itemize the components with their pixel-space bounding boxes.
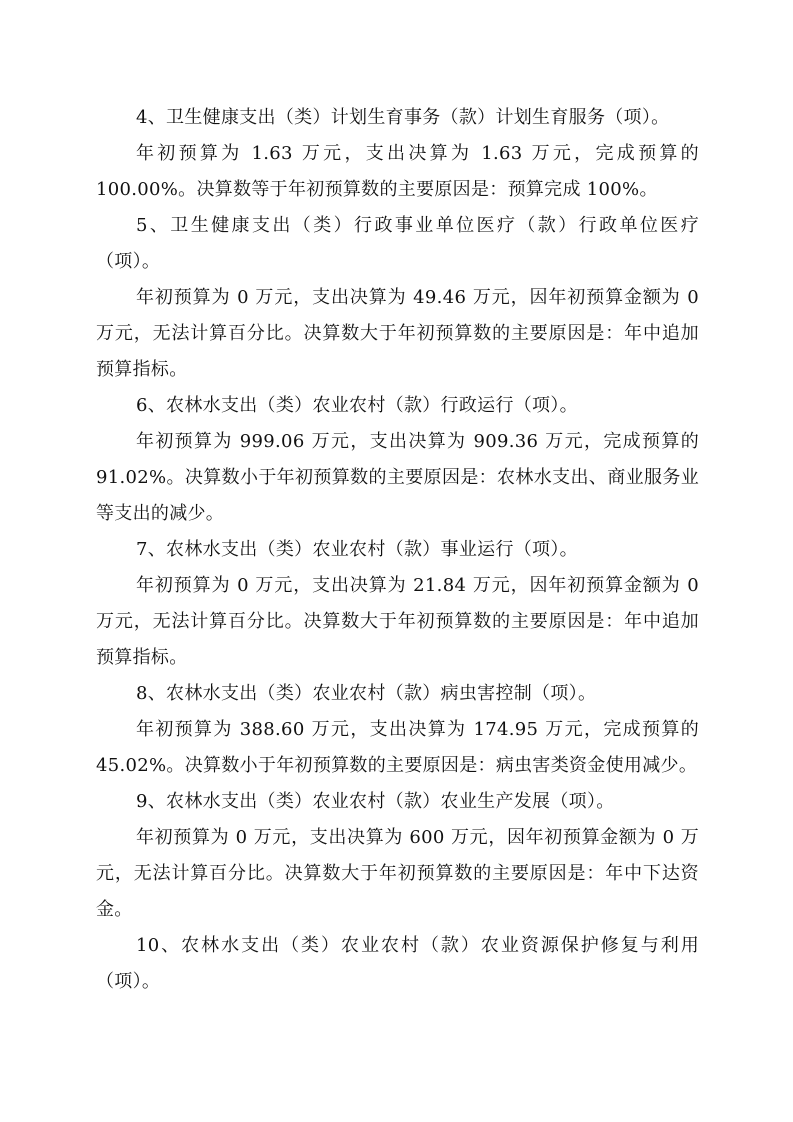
- item-6-heading: 6、农林水支出（类）农业农村（款）行政运行（项）。: [136, 395, 578, 416]
- item-6-body: 年初预算为 999.06 万元，支出决算为 909.36 万元，完成预算的91.02%。决算数小于年初预算数的主要原因是：农林水支出、商业服务业等支出的减少。: [96, 431, 699, 524]
- item-4-heading: 4、卫生健康支出（类）计划生育事务（款）计划生育服务（项）。: [136, 107, 670, 128]
- item-9-body: 年初预算为 0 万元，支出决算为 600 万元，因年初预算金额为 0 万元，无法计算百分比。决算数大于年初预算数的主要原因是：年中下达资金。: [96, 827, 699, 920]
- item-7-body: 年初预算为 0 万元，支出决算为 21.84 万元，因年初预算金额为 0 万元，无法计算百分比。决算数大于年初预算数的主要原因是：年中追加预算指标。: [96, 575, 699, 668]
- item-5-body: 年初预算为 0 万元，支出决算为 49.46 万元，因年初预算金额为 0 万元，无法计算百分比。决算数大于年初预算数的主要原因是：年中追加预算指标。: [96, 287, 699, 380]
- item-9-heading: 9、农林水支出（类）农业农村（款）农业生产发展（项）。: [136, 791, 615, 812]
- item-5-heading: 5、卫生健康支出（类）行政事业单位医疗（款）行政单位医疗（项）。: [96, 215, 699, 272]
- document-page: [96, 100, 699, 1000]
- item-8-heading: 8、农林水支出（类）农业农村（款）病虫害控制（项）。: [136, 683, 597, 704]
- item-7-heading: 7、农林水支出（类）农业农村（款）事业运行（项）。: [136, 539, 578, 560]
- item-4-body: 年初预算为 1.63 万元，支出决算为 1.63 万元，完成预算的100.00%。决算数等于年初预算数的主要原因是：预算完成 100%。: [96, 143, 699, 200]
- item-10-heading: 10、农林水支出（类）农业农村（款）农业资源保护修复与利用（项）。: [96, 935, 699, 992]
- item-8-body: 年初预算为 388.60 万元，支出决算为 174.95 万元，完成预算的45.02%。决算数小于年初预算数的主要原因是：病虫害类资金使用减少。: [96, 719, 699, 776]
